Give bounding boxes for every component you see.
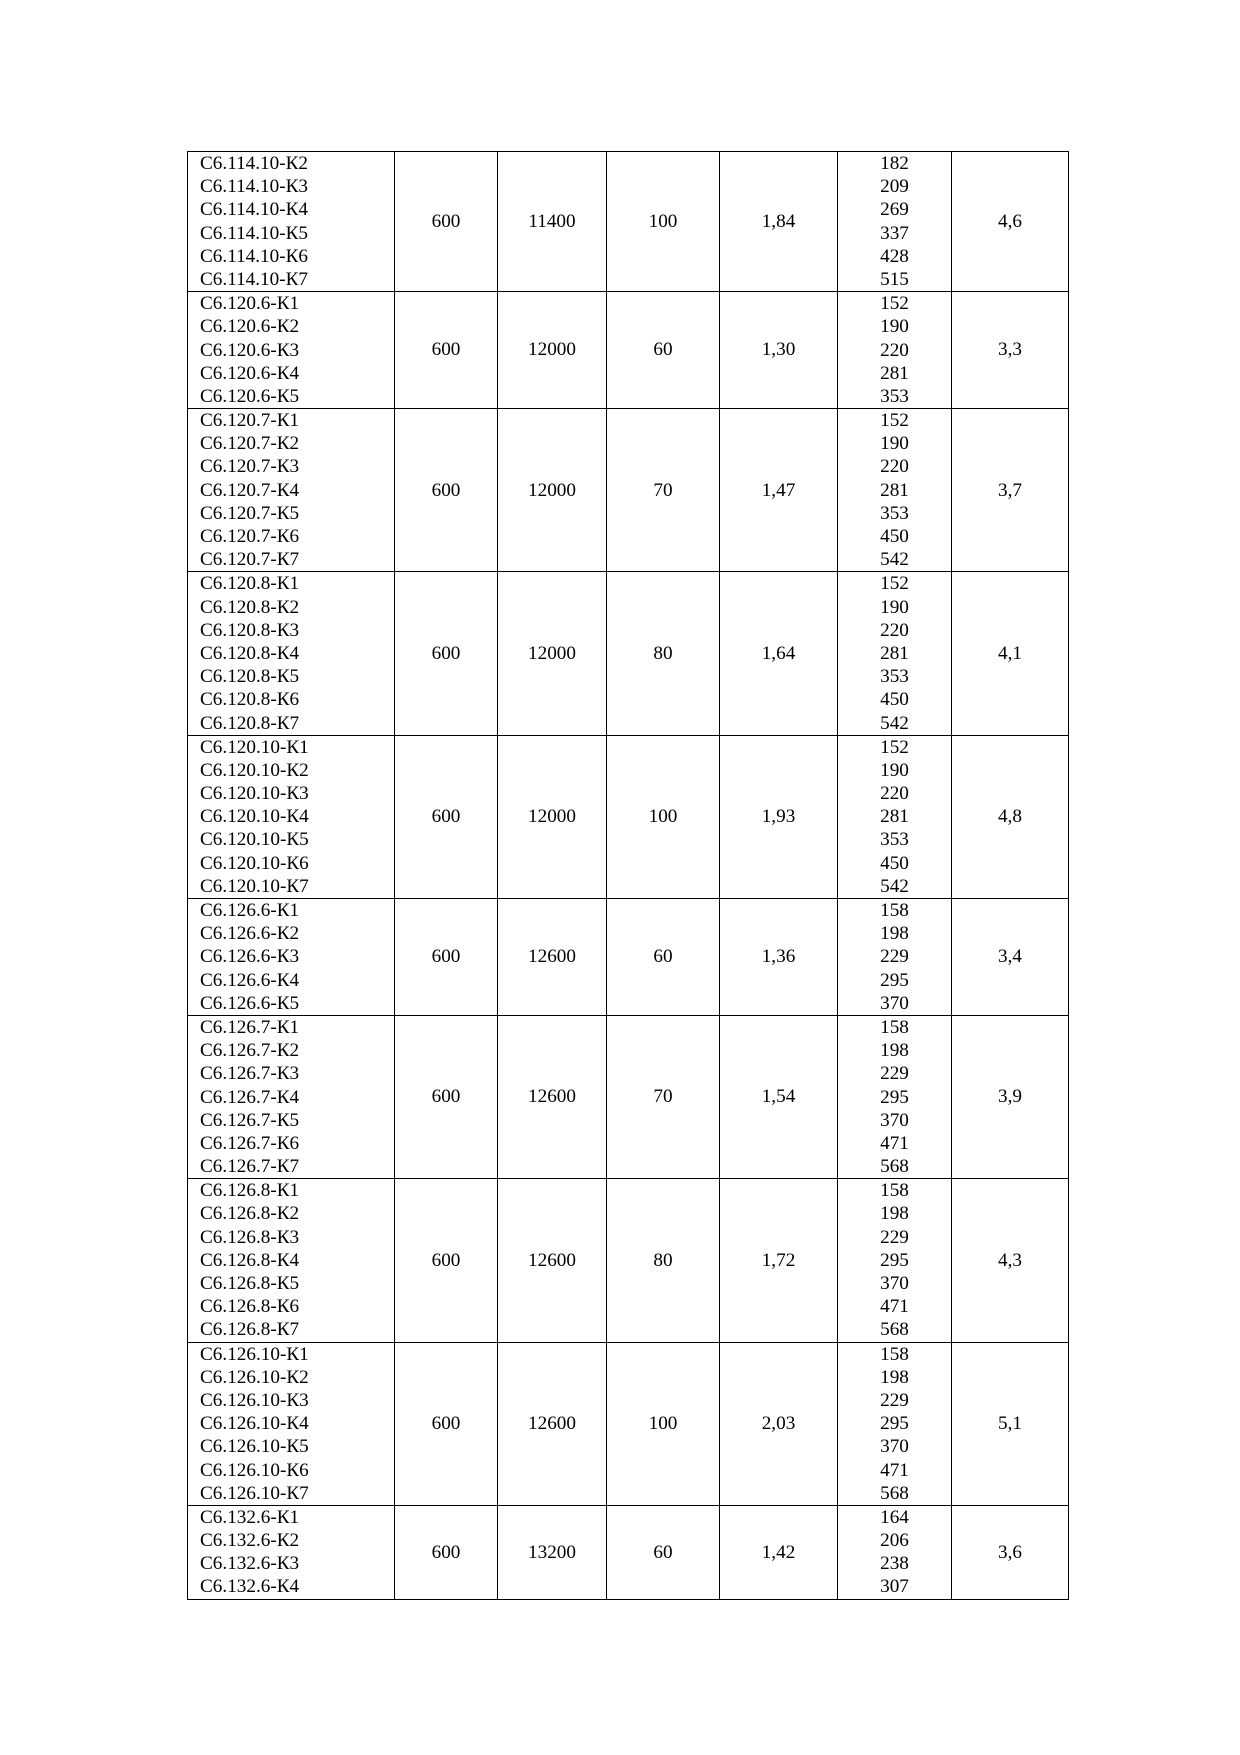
mark-label: С6.126.7-К6 bbox=[200, 1132, 300, 1154]
load-value: 353 bbox=[880, 385, 909, 407]
load-value: 281 bbox=[880, 479, 909, 501]
width-cell: 600 bbox=[395, 1179, 498, 1342]
volume-cell: 1,47 bbox=[720, 409, 838, 572]
load-value: 295 bbox=[880, 1086, 909, 1108]
load-value: 164 bbox=[880, 1506, 909, 1528]
mark-label: С6.126.7-К2 bbox=[200, 1040, 300, 1062]
mark-label: С6.120.10-К4 bbox=[200, 806, 309, 828]
load-value: 353 bbox=[880, 829, 909, 851]
mark-label: С6.126.6-К1 bbox=[200, 900, 300, 921]
load-value: 370 bbox=[880, 992, 909, 1014]
mark-label: С6.120.8-К3 bbox=[200, 619, 300, 641]
mark-label: С6.120.6-К2 bbox=[200, 316, 300, 338]
mark-label: С6.126.6-К5 bbox=[200, 992, 300, 1014]
mark-label: С6.126.7-К5 bbox=[200, 1109, 300, 1131]
width-cell: 600 bbox=[395, 572, 498, 735]
mark-cell bbox=[188, 1015, 395, 1178]
load-cell bbox=[838, 292, 952, 409]
mark-cell bbox=[188, 409, 395, 572]
load-cell bbox=[838, 572, 952, 735]
mark-label: С6.126.8-К3 bbox=[200, 1226, 300, 1248]
load-value: 198 bbox=[880, 1040, 909, 1062]
mark-label: С6.126.7-К3 bbox=[200, 1063, 300, 1085]
mark-label: С6.120.6-К5 bbox=[200, 385, 300, 407]
mark-label: С6.120.8-К6 bbox=[200, 689, 300, 711]
length-cell: 12600 bbox=[498, 1179, 607, 1342]
volume-cell: 1,84 bbox=[720, 152, 838, 292]
mark-label: С6.132.6-К1 bbox=[200, 1506, 300, 1528]
length-cell: 12000 bbox=[498, 735, 607, 898]
mass-cell: 4,8 bbox=[952, 735, 1069, 898]
load-value: 229 bbox=[880, 1226, 909, 1248]
mass-cell: 3,4 bbox=[952, 899, 1069, 1016]
mark-label: С6.120.7-К5 bbox=[200, 502, 300, 524]
load-value: 542 bbox=[880, 712, 909, 734]
mark-label: С6.120.8-К4 bbox=[200, 642, 300, 664]
height-cell: 70 bbox=[607, 409, 720, 572]
mark-label: С6.126.8-К2 bbox=[200, 1203, 300, 1225]
load-value: 229 bbox=[880, 1389, 909, 1411]
table-row bbox=[188, 152, 1069, 292]
width-cell: 600 bbox=[395, 409, 498, 572]
width-cell: 600 bbox=[395, 1342, 498, 1505]
load-value: 220 bbox=[880, 339, 909, 361]
mass-cell: 3,3 bbox=[952, 292, 1069, 409]
mark-label: С6.120.10-К5 bbox=[200, 829, 309, 851]
load-value: 295 bbox=[880, 969, 909, 991]
load-value: 269 bbox=[880, 199, 909, 221]
load-cell bbox=[838, 899, 952, 1016]
mark-label: С6.120.8-К2 bbox=[200, 596, 300, 618]
load-cell bbox=[838, 1015, 952, 1178]
load-value: 229 bbox=[880, 946, 909, 968]
length-cell: 12600 bbox=[498, 899, 607, 1016]
height-cell: 100 bbox=[607, 152, 720, 292]
mark-label: С6.126.6-К2 bbox=[200, 923, 300, 945]
mark-cell bbox=[188, 1179, 395, 1342]
mark-label: С6.126.10-К3 bbox=[200, 1389, 309, 1411]
mark-label: С6.126.7-К1 bbox=[200, 1016, 300, 1038]
mark-label: С6.126.7-К4 bbox=[200, 1086, 300, 1108]
mark-cell bbox=[188, 572, 395, 735]
mark-label: С6.126.7-К7 bbox=[200, 1156, 300, 1178]
spec-table bbox=[187, 151, 1069, 1600]
mark-label: С6.120.7-К3 bbox=[200, 456, 300, 478]
load-value: 158 bbox=[880, 1016, 909, 1038]
load-value: 152 bbox=[880, 736, 909, 758]
load-value: 152 bbox=[880, 410, 909, 432]
load-value: 471 bbox=[880, 1459, 909, 1481]
mark-label: С6.114.10-К2 bbox=[200, 153, 309, 174]
width-cell: 600 bbox=[395, 735, 498, 898]
mark-label: С6.120.7-К6 bbox=[200, 526, 300, 547]
load-value: 568 bbox=[880, 1156, 909, 1178]
load-value: 568 bbox=[880, 1482, 909, 1504]
load-value: 307 bbox=[880, 1576, 909, 1598]
mark-label: С6.120.10-К7 bbox=[200, 875, 309, 897]
load-value: 190 bbox=[880, 433, 909, 455]
mark-label: С6.120.7-К7 bbox=[200, 549, 300, 571]
table-row bbox=[188, 572, 1069, 735]
load-value: 190 bbox=[880, 596, 909, 618]
volume-cell: 1,30 bbox=[720, 292, 838, 409]
load-cell bbox=[838, 152, 952, 292]
mark-label: С6.114.10-К7 bbox=[200, 268, 309, 290]
mark-label: С6.120.8-К7 bbox=[200, 712, 300, 734]
load-value: 542 bbox=[880, 875, 909, 897]
mark-label: С6.132.6-К2 bbox=[200, 1530, 300, 1552]
mark-label: С6.126.8-К6 bbox=[200, 1296, 300, 1318]
table-row bbox=[188, 1505, 1069, 1599]
mark-cell bbox=[188, 152, 395, 292]
load-value: 450 bbox=[880, 526, 909, 547]
width-cell: 600 bbox=[395, 292, 498, 409]
height-cell: 70 bbox=[607, 1015, 720, 1178]
mass-cell: 4,3 bbox=[952, 1179, 1069, 1342]
volume-cell: 2,03 bbox=[720, 1342, 838, 1505]
load-cell bbox=[838, 1179, 952, 1342]
mark-label: С6.126.6-К3 bbox=[200, 946, 300, 968]
load-value: 471 bbox=[880, 1296, 909, 1318]
load-cell bbox=[838, 735, 952, 898]
length-cell: 12600 bbox=[498, 1342, 607, 1505]
width-cell: 600 bbox=[395, 899, 498, 1016]
mark-label: С6.120.6-К3 bbox=[200, 339, 300, 361]
height-cell: 60 bbox=[607, 292, 720, 409]
mark-label: С6.120.6-К1 bbox=[200, 293, 300, 315]
mass-cell: 4,1 bbox=[952, 572, 1069, 735]
load-value: 209 bbox=[880, 176, 909, 198]
length-cell: 12000 bbox=[498, 572, 607, 735]
mark-cell bbox=[188, 1342, 395, 1505]
load-value: 220 bbox=[880, 456, 909, 478]
mass-cell: 5,1 bbox=[952, 1342, 1069, 1505]
table-body bbox=[188, 152, 1069, 1600]
load-value: 229 bbox=[880, 1063, 909, 1085]
load-value: 206 bbox=[880, 1530, 909, 1552]
load-value: 198 bbox=[880, 1203, 909, 1225]
mark-label: С6.126.10-К7 bbox=[200, 1482, 309, 1504]
load-value: 337 bbox=[880, 222, 909, 244]
volume-cell: 1,54 bbox=[720, 1015, 838, 1178]
table-row bbox=[188, 899, 1069, 1016]
mark-label: С6.126.8-К4 bbox=[200, 1249, 300, 1271]
mark-label: С6.126.6-К4 bbox=[200, 969, 300, 991]
load-value: 220 bbox=[880, 783, 909, 805]
load-value: 152 bbox=[880, 573, 909, 595]
load-cell bbox=[838, 1342, 952, 1505]
volume-cell: 1,36 bbox=[720, 899, 838, 1016]
mark-label: С6.120.7-К2 bbox=[200, 433, 300, 455]
table-row bbox=[188, 735, 1069, 898]
load-value: 158 bbox=[880, 900, 909, 921]
mark-label: С6.126.8-К7 bbox=[200, 1319, 300, 1341]
load-value: 238 bbox=[880, 1553, 909, 1575]
mark-label: С6.114.10-К3 bbox=[200, 176, 309, 198]
mark-cell bbox=[188, 292, 395, 409]
height-cell: 80 bbox=[607, 572, 720, 735]
load-value: 370 bbox=[880, 1109, 909, 1131]
load-value: 295 bbox=[880, 1249, 909, 1271]
load-cell bbox=[838, 1505, 952, 1599]
load-value: 198 bbox=[880, 923, 909, 945]
mark-label: С6.120.7-К1 bbox=[200, 410, 300, 432]
load-cell bbox=[838, 409, 952, 572]
mass-cell: 4,6 bbox=[952, 152, 1069, 292]
load-value: 568 bbox=[880, 1319, 909, 1341]
mark-label: С6.132.6-К4 bbox=[200, 1576, 300, 1598]
mark-label: С6.114.10-К5 bbox=[200, 222, 309, 244]
height-cell: 60 bbox=[607, 1505, 720, 1599]
length-cell: 12000 bbox=[498, 409, 607, 572]
mark-label: С6.120.10-К2 bbox=[200, 759, 309, 781]
load-value: 370 bbox=[880, 1436, 909, 1458]
mark-label: С6.126.10-К4 bbox=[200, 1413, 309, 1435]
load-value: 450 bbox=[880, 689, 909, 711]
load-value: 158 bbox=[880, 1180, 909, 1202]
height-cell: 80 bbox=[607, 1179, 720, 1342]
mark-cell bbox=[188, 899, 395, 1016]
load-value: 190 bbox=[880, 316, 909, 338]
width-cell: 600 bbox=[395, 1015, 498, 1178]
width-cell: 600 bbox=[395, 1505, 498, 1599]
load-value: 281 bbox=[880, 362, 909, 384]
mass-cell: 3,7 bbox=[952, 409, 1069, 572]
mark-label: С6.120.8-К1 bbox=[200, 573, 300, 595]
volume-cell: 1,72 bbox=[720, 1179, 838, 1342]
mark-label: С6.126.10-К1 bbox=[200, 1343, 309, 1365]
load-value: 353 bbox=[880, 666, 909, 688]
length-cell: 12000 bbox=[498, 292, 607, 409]
mass-cell: 3,6 bbox=[952, 1505, 1069, 1599]
volume-cell: 1,42 bbox=[720, 1505, 838, 1599]
mark-label: С6.126.10-К5 bbox=[200, 1436, 309, 1458]
load-value: 515 bbox=[880, 268, 909, 290]
load-value: 158 bbox=[880, 1343, 909, 1365]
mark-label: С6.120.10-К3 bbox=[200, 783, 309, 805]
load-value: 370 bbox=[880, 1273, 909, 1294]
table-row bbox=[188, 409, 1069, 572]
load-value: 450 bbox=[880, 852, 909, 874]
load-value: 220 bbox=[880, 619, 909, 641]
mark-label: С6.126.10-К6 bbox=[200, 1459, 309, 1481]
load-value: 152 bbox=[880, 293, 909, 315]
table-row bbox=[188, 292, 1069, 409]
load-value: 198 bbox=[880, 1366, 909, 1388]
width-cell: 600 bbox=[395, 152, 498, 292]
mass-cell: 3,9 bbox=[952, 1015, 1069, 1178]
mark-label: С6.120.10-К6 bbox=[200, 852, 309, 874]
table-row bbox=[188, 1179, 1069, 1342]
table-row bbox=[188, 1015, 1069, 1178]
height-cell: 60 bbox=[607, 899, 720, 1016]
mark-label: С6.126.10-К2 bbox=[200, 1366, 309, 1388]
load-value: 295 bbox=[880, 1413, 909, 1435]
mark-label: С6.126.8-К5 bbox=[200, 1273, 300, 1294]
mark-label: С6.120.10-К1 bbox=[200, 736, 309, 758]
mark-label: С6.120.6-К4 bbox=[200, 362, 300, 384]
length-cell: 12600 bbox=[498, 1015, 607, 1178]
load-value: 353 bbox=[880, 502, 909, 524]
load-value: 281 bbox=[880, 806, 909, 828]
mark-label: С6.132.6-К3 bbox=[200, 1553, 300, 1575]
load-value: 428 bbox=[880, 245, 909, 267]
mark-label: С6.120.7-К4 bbox=[200, 479, 300, 501]
mark-label: С6.120.8-К5 bbox=[200, 666, 300, 688]
volume-cell: 1,93 bbox=[720, 735, 838, 898]
mark-label: С6.114.10-К4 bbox=[200, 199, 309, 221]
load-value: 190 bbox=[880, 759, 909, 781]
length-cell: 13200 bbox=[498, 1505, 607, 1599]
mark-cell bbox=[188, 735, 395, 898]
load-value: 281 bbox=[880, 642, 909, 664]
load-value: 471 bbox=[880, 1132, 909, 1154]
length-cell: 11400 bbox=[498, 152, 607, 292]
height-cell: 100 bbox=[607, 735, 720, 898]
load-value: 182 bbox=[880, 153, 909, 174]
height-cell: 100 bbox=[607, 1342, 720, 1505]
mark-label: С6.126.8-К1 bbox=[200, 1180, 300, 1202]
table-row bbox=[188, 1342, 1069, 1505]
mark-cell bbox=[188, 1505, 395, 1599]
mark-label: С6.114.10-К6 bbox=[200, 245, 309, 267]
load-value: 542 bbox=[880, 549, 909, 571]
volume-cell: 1,64 bbox=[720, 572, 838, 735]
